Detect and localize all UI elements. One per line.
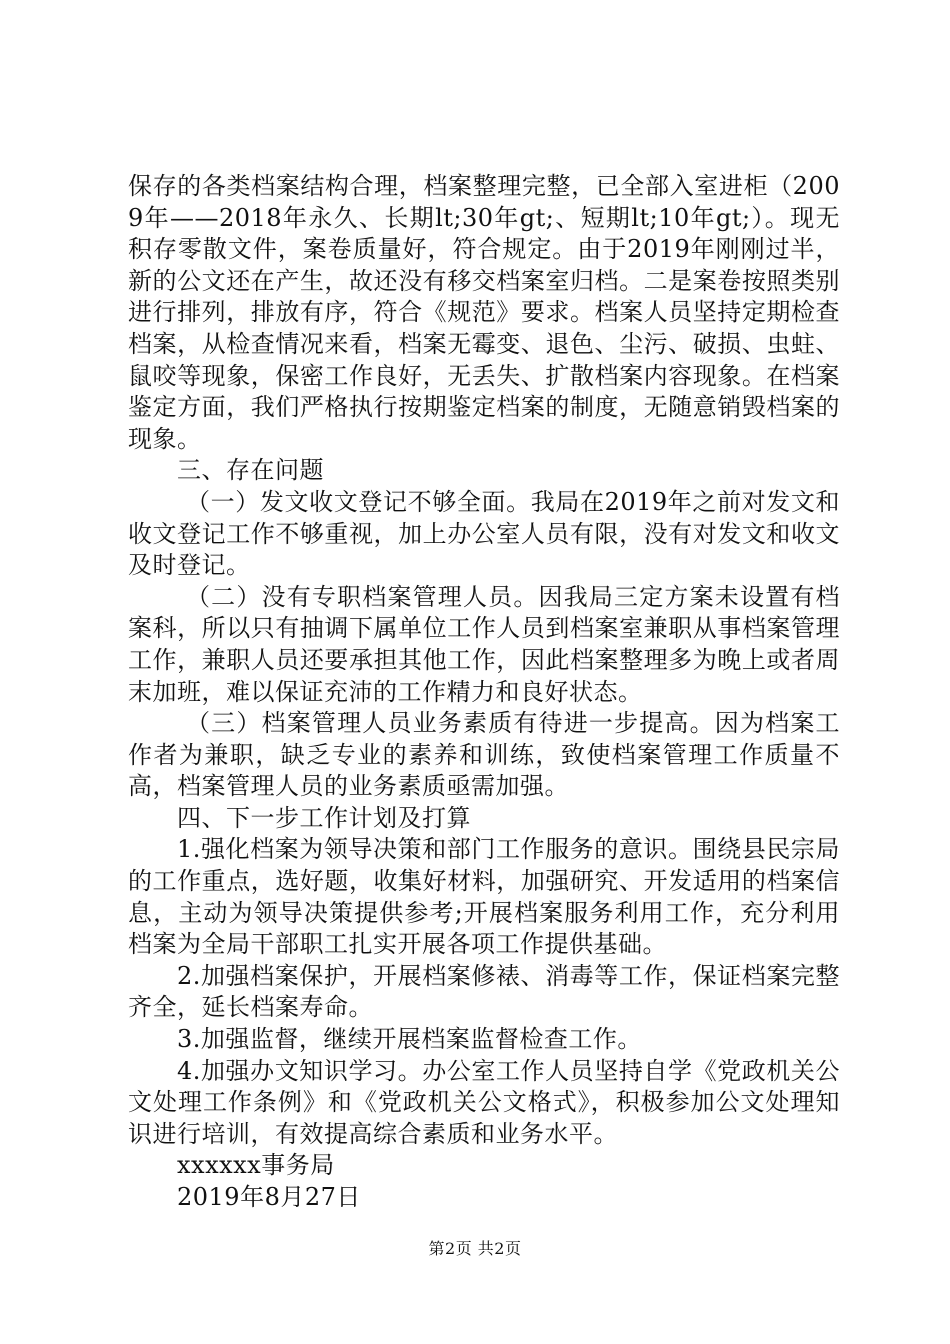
signature-date: 2019年8月27日 — [177, 1183, 361, 1211]
paragraph-problem-2: （二）没有专职档案管理人员。因我局三定方案未设置有档案科，所以只有抽调下属单位工作人员到档案室兼职从事档案管理工作，兼职人员还要承担其他工作，因此档案整理多为晚上或者周末加班，难以保证充沛的工作精力和良好状态。 — [128, 582, 840, 706]
document-body — [128, 171, 840, 1214]
page-footer: 第2页 共2页 — [428, 1239, 522, 1258]
heading-existing-problems: 三、存在问题 — [177, 456, 324, 485]
paragraph-problem-3: （三）档案管理人员业务素质有待进一步提高。因为档案工作者为兼职，缺乏专业的素养和训练，致使档案管理工作质量不高，档案管理人员的业务素质亟需加强。 — [128, 709, 840, 801]
paragraph-problem-1: （一）发文收文登记不够全面。我局在2019年之前对发文和收文登记工作不够重视，加上办公室人员有限，没有对发文和收文及时登记。 — [128, 487, 840, 580]
paragraph-plan-2: 2.加强档案保护，开展档案修裱、消毒等工作，保证档案完整齐全，延长档案寿命。 — [128, 961, 840, 1022]
paragraph-plan-3: 3.加强监督，继续开展档案监督检查工作。 — [177, 1025, 642, 1054]
heading-next-steps: 四、下一步工作计划及打算 — [177, 803, 471, 832]
paragraph-plan-1: 1.强化档案为领导决策和部门工作服务的意识。围绕县民宗局的工作重点，选好题，收集好材料，加强研究、开发适用的档案信息，主动为领导决策提供参考;开展档案服务利用工作，充分利用档案为全局干部职工扎实开展各项工作提供基础。 — [128, 835, 840, 959]
paragraph-archive-status: 保存的各类档案结构合理，档案整理完整，已全部入室进柜（2009年——2018年永久、长期lt;30年gt;、短期lt;10年gt;）。现无积存零散文件，案卷质量好，符合规定。由于2019年刚刚过半，新的公文还在产生，故还没有移交档案室归档。二是案卷按照类别进行排列，排放有序，符合《规范》要求。档案人员坚持定期检查档案，从检查情况来看，档案无霉变、退色、尘污、破损、虫蛀、鼠咬等现象，保密工作良好，无丢失、扩散档案内容现象。在档案鉴定方面，我们严格执行按期鉴定档案的制度，无随意销毁档案的现象。 — [128, 172, 840, 453]
paragraph-plan-4: 4.加强办文知识学习。办公室工作人员坚持自学《党政机关公文处理工作条例》和《党政机关公文格式》，积极参加公文处理知识进行培训，有效提高综合素质和业务水平。 — [128, 1056, 840, 1148]
signature-organization: xxxxxx事务局 — [177, 1151, 335, 1180]
